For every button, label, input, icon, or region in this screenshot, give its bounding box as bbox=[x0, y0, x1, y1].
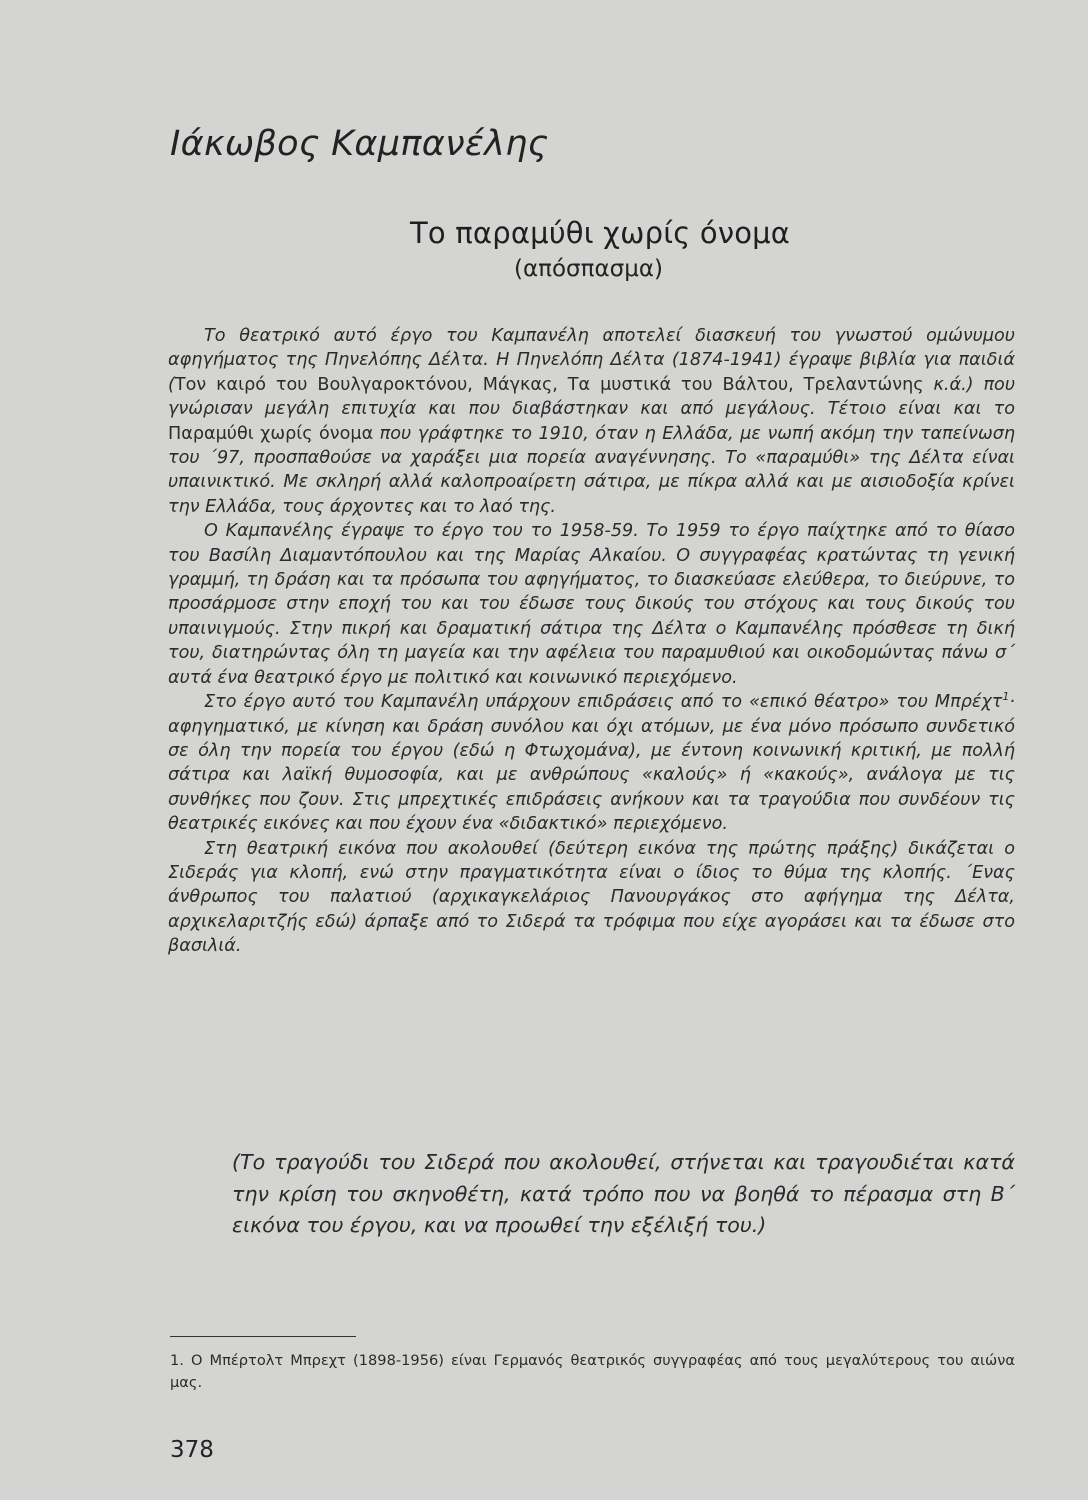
footnote-divider bbox=[170, 1336, 356, 1337]
intro-paragraph-2: Ο Καμπανέλης έγραψε το έργο του το 1958-59. Το 1959 το έργο παίχτηκε από το θίασο του Βασίλη Διαμαντόπουλου και της Μαρίας Αλκαίου. Ο συγγραφέας κρατώντας τη γενική γραμμή, τη δράση και τα πρόσωπα του αφηγήματος, το διασκεύασε ελεύθερα, το διεύρυνε, το προσάρμοσε στην εποχή του και του έδωσε τους δικούς του στόχους και τους δικούς του υπαινιγμούς. Στην πικρή και δραματική σάτιρα της Δέλτα ο Καμπανέλης πρόσθεσε τη δική του, διατηρώντας όλη τη μαγεία και την αφέλεια του παραμυθιού και οικοδομώντας πάνω σ΄ αυτά ένα θεατρικό έργο με πολιτικό και κοινωνικό περιεχόμενο. bbox=[168, 521, 1015, 688]
book-titles: Τον καιρό του Βουλγαροκτόνου, Μάγκας, Τα μυστικά του Βάλτου, Τρελαντώνης bbox=[174, 374, 924, 395]
page-subtitle: (απόσπασμα) bbox=[514, 256, 663, 282]
footnote: 1. Ο Μπέρτολτ Μπρεχτ (1898-1956) είναι Γερμανός θεατρικός συγγραφέας από τους μεγαλύτερους του αιώνα μας. bbox=[170, 1352, 1015, 1391]
author-name: Ιάκωβος Καμπανέλης bbox=[170, 124, 549, 164]
intro-paragraph-4: Στη θεατρική εικόνα που ακολουθεί (δεύτερη εικόνα της πρώτης πράξης) δικάζεται ο Σιδεράς για κλοπή, ενώ στην πραγματικότητα είναι ο ίδιος το θύμα της κλοπής. ΄Ενας άνθρωπος του παλατιού (αρχικαγκελάριος Πανουργάκος στο αφήγημα της Δέλτα, αρχικελαριτζής εδώ) άρπαξε από το Σιδερά τα τρόφιμα που είχε αγοράσει και τα έδωσε στο βασιλιά. bbox=[168, 838, 1015, 957]
song-stage-note: (Το τραγούδι του Σιδερά που ακολουθεί, στήνεται και τραγουδιέται κατά την κρίση του σκηνοθέτη, κατά τρόπο που να βοηθά το πέρασμα στη Β΄ εικόνα του έργου, και να προωθεί την εξέλιξή του.) bbox=[232, 1150, 1015, 1237]
intro-paragraph-3: Στο έργο αυτό του Καμπανέλη υπάρχουν επιδράσεις από το «επικό θέατρο» του Μπρέχτ$^1$· αφηγηματικό, με κίνηση και δράση συνόλου και όχι ατόμων, με ένα μόνο πρόσωπο συνδετικό σε όλη την πορεία του έργου (εδώ η Φτωχομάνα), με έντονη κοινωνική κριτική, με πολλή σάτιρα και λαϊκή θυμοσοφία, και με ανθρώπους «καλούς» ή «κακούς», ανάλογα με τις συνθήκες που ζουν. Στις μπρεχτικές επιδράσεις ανήκουν και τα τραγούδια που συνδέουν τις θεατρικές εικόνες και που έχουν ένα «διδακτικό» περιεχόμενο. bbox=[168, 690, 1015, 835]
page-title: Το παραμύθι χωρίς όνομα bbox=[410, 216, 791, 250]
intro-paragraph-1: Το θεατρικό αυτό έργο του Καμπανέλη αποτελεί διασκευή του γνωστού ομώνυμου αφηγήματος της Πηνελόπης Δέλτα. Η Πηνελόπη Δέλτα (1874-1941) έγραψε βιβλία για παιδιά (Τον καιρό του Βουλγαροκτόνου, Μάγκας, Τα μυστικά του Βάλτου, Τρελαντώνης κ.ά.) που γνώρισαν μεγάλη επιτυχία και που διαβάστηκαν και από μεγάλους. Τέτοιο είναι και το Παραμύθι χωρίς όνομα που γράφτηκε το 1910, όταν η Ελλάδα, με νωπή ακόμη την ταπείνωση του ΄97, προσπαθούσε να χαράξει μια πορεία αναγέννησης. Το «παραμύθι» της Δέλτα είναι υπαινικτικό. Με σκληρή αλλά καλοπροαίρετη σάτιρα, με πίκρα αλλά και με αισιοδοξία κρίνει την Ελλάδα, τους άρχοντες και το λαό της. bbox=[168, 326, 1015, 517]
work-title: Παραμύθι χωρίς όνομα bbox=[168, 423, 374, 444]
page-number: 378 bbox=[170, 1437, 214, 1463]
footnote-ref: 1 bbox=[1002, 690, 1010, 704]
intro-text bbox=[168, 324, 1015, 959]
